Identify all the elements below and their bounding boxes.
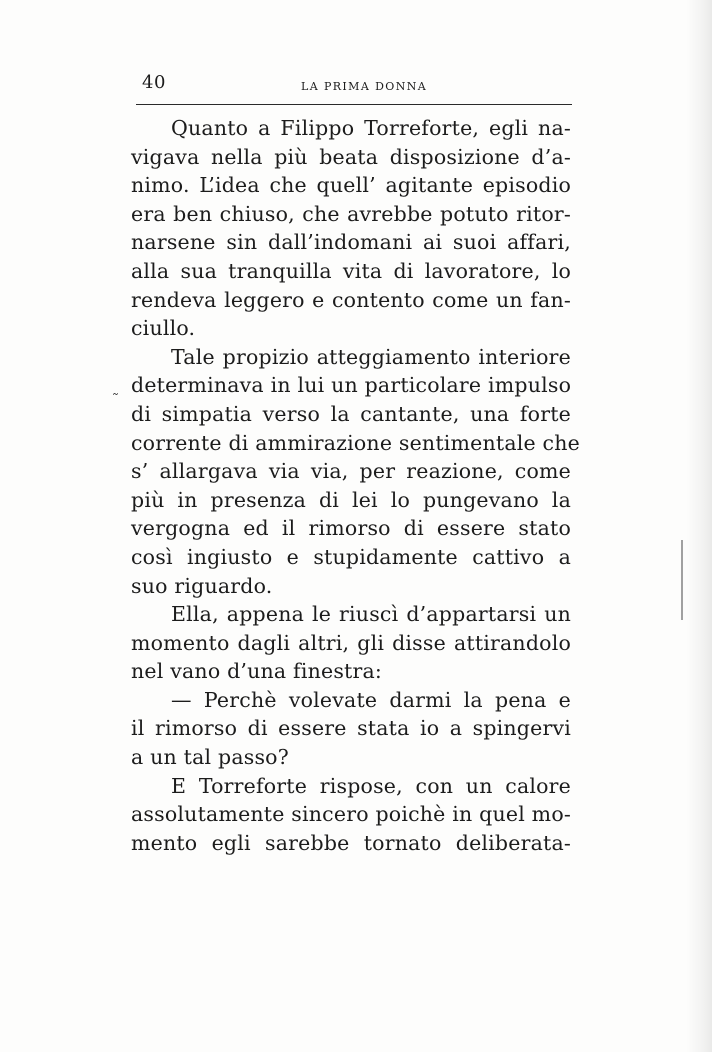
text-line: mento egli sarebbe tornato deliberata- xyxy=(131,830,571,855)
text-line: — Perchè volevate darmi la pena e xyxy=(171,687,571,712)
text-line: E Torreforte rispose, con un calore xyxy=(171,773,571,798)
text-line: più in presenza di lei lo pungevano la xyxy=(131,487,571,512)
text-line: a un tal passo? xyxy=(131,745,289,770)
text-line: momento dagli altri, gli disse attirandolo xyxy=(131,630,571,655)
page-header xyxy=(136,68,572,98)
text-line: era ben chiuso, che avrebbe potuto ritor- xyxy=(131,201,571,226)
text-line: rendeva leggero e contento come un fan- xyxy=(131,287,571,312)
text-line: di simpatia verso la cantante, una forte xyxy=(131,401,571,426)
text-line: Tale propizio atteggiamento interiore xyxy=(171,344,571,369)
running-title: LA PRIMA DONNA xyxy=(301,80,428,93)
text-line: nimo. L’idea che quell’ agitante episodio xyxy=(131,173,571,198)
text-line: nel vano d’una finestra: xyxy=(131,659,383,684)
body-text xyxy=(131,114,580,857)
text-line: determinava in lui un particolare impulso xyxy=(131,373,572,398)
text-line: vigava nella più beata disposizione d’a- xyxy=(131,144,571,169)
margin-mark: ˜ xyxy=(112,392,119,408)
text-line: assolutamente sincero poichè in quel mo- xyxy=(131,802,571,827)
text-line: Quanto a Filippo Torreforte, egli na- xyxy=(171,116,571,140)
text-line: suo riguardo. xyxy=(131,573,273,598)
text-line: il rimorso di essere stata io a spingervi xyxy=(131,716,571,741)
header-rule xyxy=(136,104,572,105)
page-edge-mark xyxy=(681,540,683,620)
text-line: s’ allargava via via, per reazione, come xyxy=(131,459,571,484)
text-line: ciullo. xyxy=(131,316,196,341)
text-line: vergogna ed il rimorso di essere stato xyxy=(131,516,571,541)
text-line: Ella, appena le riuscì d’appartarsi un xyxy=(171,602,571,627)
page-edge-shadow xyxy=(686,0,712,1052)
text-line: così ingiusto e stupidamente cattivo a xyxy=(131,544,571,569)
page-number: 40 xyxy=(142,72,166,93)
text-line: alla sua tranquilla vita di lavoratore, lo xyxy=(131,258,571,283)
text-line: narsene sin dall’indomani ai suoi affari, xyxy=(131,230,571,255)
text-line: corrente di ammirazione sentimentale che xyxy=(131,430,580,455)
